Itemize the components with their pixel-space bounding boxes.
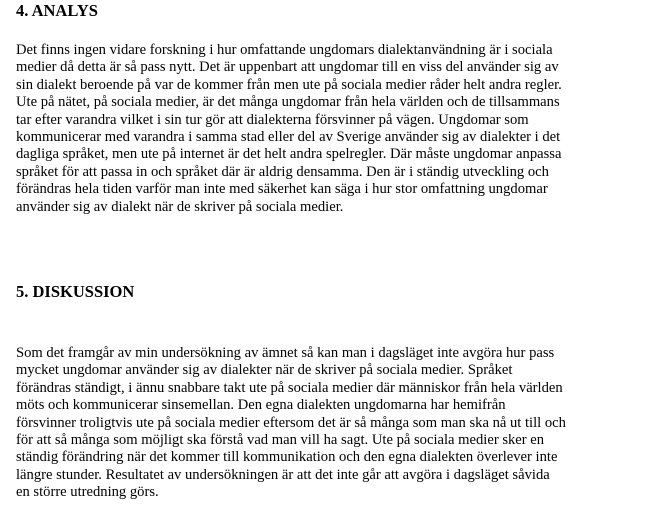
paragraph-line: språket för att passa in och språket där är aldrig densamma. Den är i ständig utveckling och bbox=[16, 163, 549, 180]
section-heading-analys: 4. ANALYS bbox=[16, 1, 98, 20]
paragraph-line: förändras hela tiden varför man inte med säkerhet kan säga i hur stor omfattning ungdomar bbox=[16, 181, 548, 198]
paragraph-line: sin dialekt beroende på var de kommer från men ute på sociala medier råder helt andra regler. bbox=[16, 76, 562, 93]
paragraph-line: ständig förändring när det kommer till kommunikation och den egna dialekten överlever inte bbox=[16, 449, 558, 466]
diskussion-paragraph bbox=[16, 345, 646, 502]
paragraph-line: möts och kommunicerar sinsemellan. Den egna dialekten ungdomarna har hemifrån bbox=[16, 397, 506, 414]
paragraph-line: använder sig av dialekt när de skriver på sociala medier. bbox=[16, 198, 344, 215]
paragraph-line: längre stunder. Resultatet av undersökningen är att det inte går att avgöra i dagsläget såvida bbox=[16, 466, 550, 483]
paragraph-line: förändras ständigt, i ännu snabbare takt ute på sociala medier där människor från hela världen bbox=[16, 379, 563, 396]
paragraph-line: Ute på nätet, på sociala medier, är det många ungdomar från hela världen och de tillsammans bbox=[16, 94, 560, 111]
section-heading-diskussion: 5. DISKUSSION bbox=[16, 282, 135, 301]
paragraph-line: kommunicerar med varandra i samma stad eller del av Sverige använder sig av dialekter i det bbox=[16, 129, 561, 146]
paragraph-line: för att så många som möjligt ska förstå vad man vill ha sagt. Ute på sociala medier sker en bbox=[16, 432, 545, 449]
paragraph-line: försvinner troligtvis ute på sociala medier eftersom det är så många som man ska nå ut till och bbox=[16, 414, 566, 431]
paragraph-line: medier då detta är så pass nytt. Det är uppenbart att ungdomar till en viss del använder sig av bbox=[16, 59, 559, 76]
paragraph-line: Som det framgår av min undersökning av ämnet så kan man i dagsläget inte avgöra hur pass bbox=[16, 345, 555, 361]
paragraph-line: en större utredning görs. bbox=[16, 484, 159, 501]
analys-paragraph bbox=[16, 42, 646, 216]
paragraph-line: mycket ungdomar använder sig av dialekter när de skriver på sociala medier. Språket bbox=[16, 362, 513, 379]
paragraph-line: dagliga språket, men ute på internet är det helt andra spelregler. Där måste ungdomar anpassa bbox=[16, 146, 562, 163]
paragraph-line: tar efter varandra vilket i sin tur gör att dialekterna försvinner på vägen. Ungdomar som bbox=[16, 111, 529, 128]
paragraph-line: Det finns ingen vidare forskning i hur omfattande ungdomars dialektanvändning är i sociala bbox=[16, 42, 553, 58]
